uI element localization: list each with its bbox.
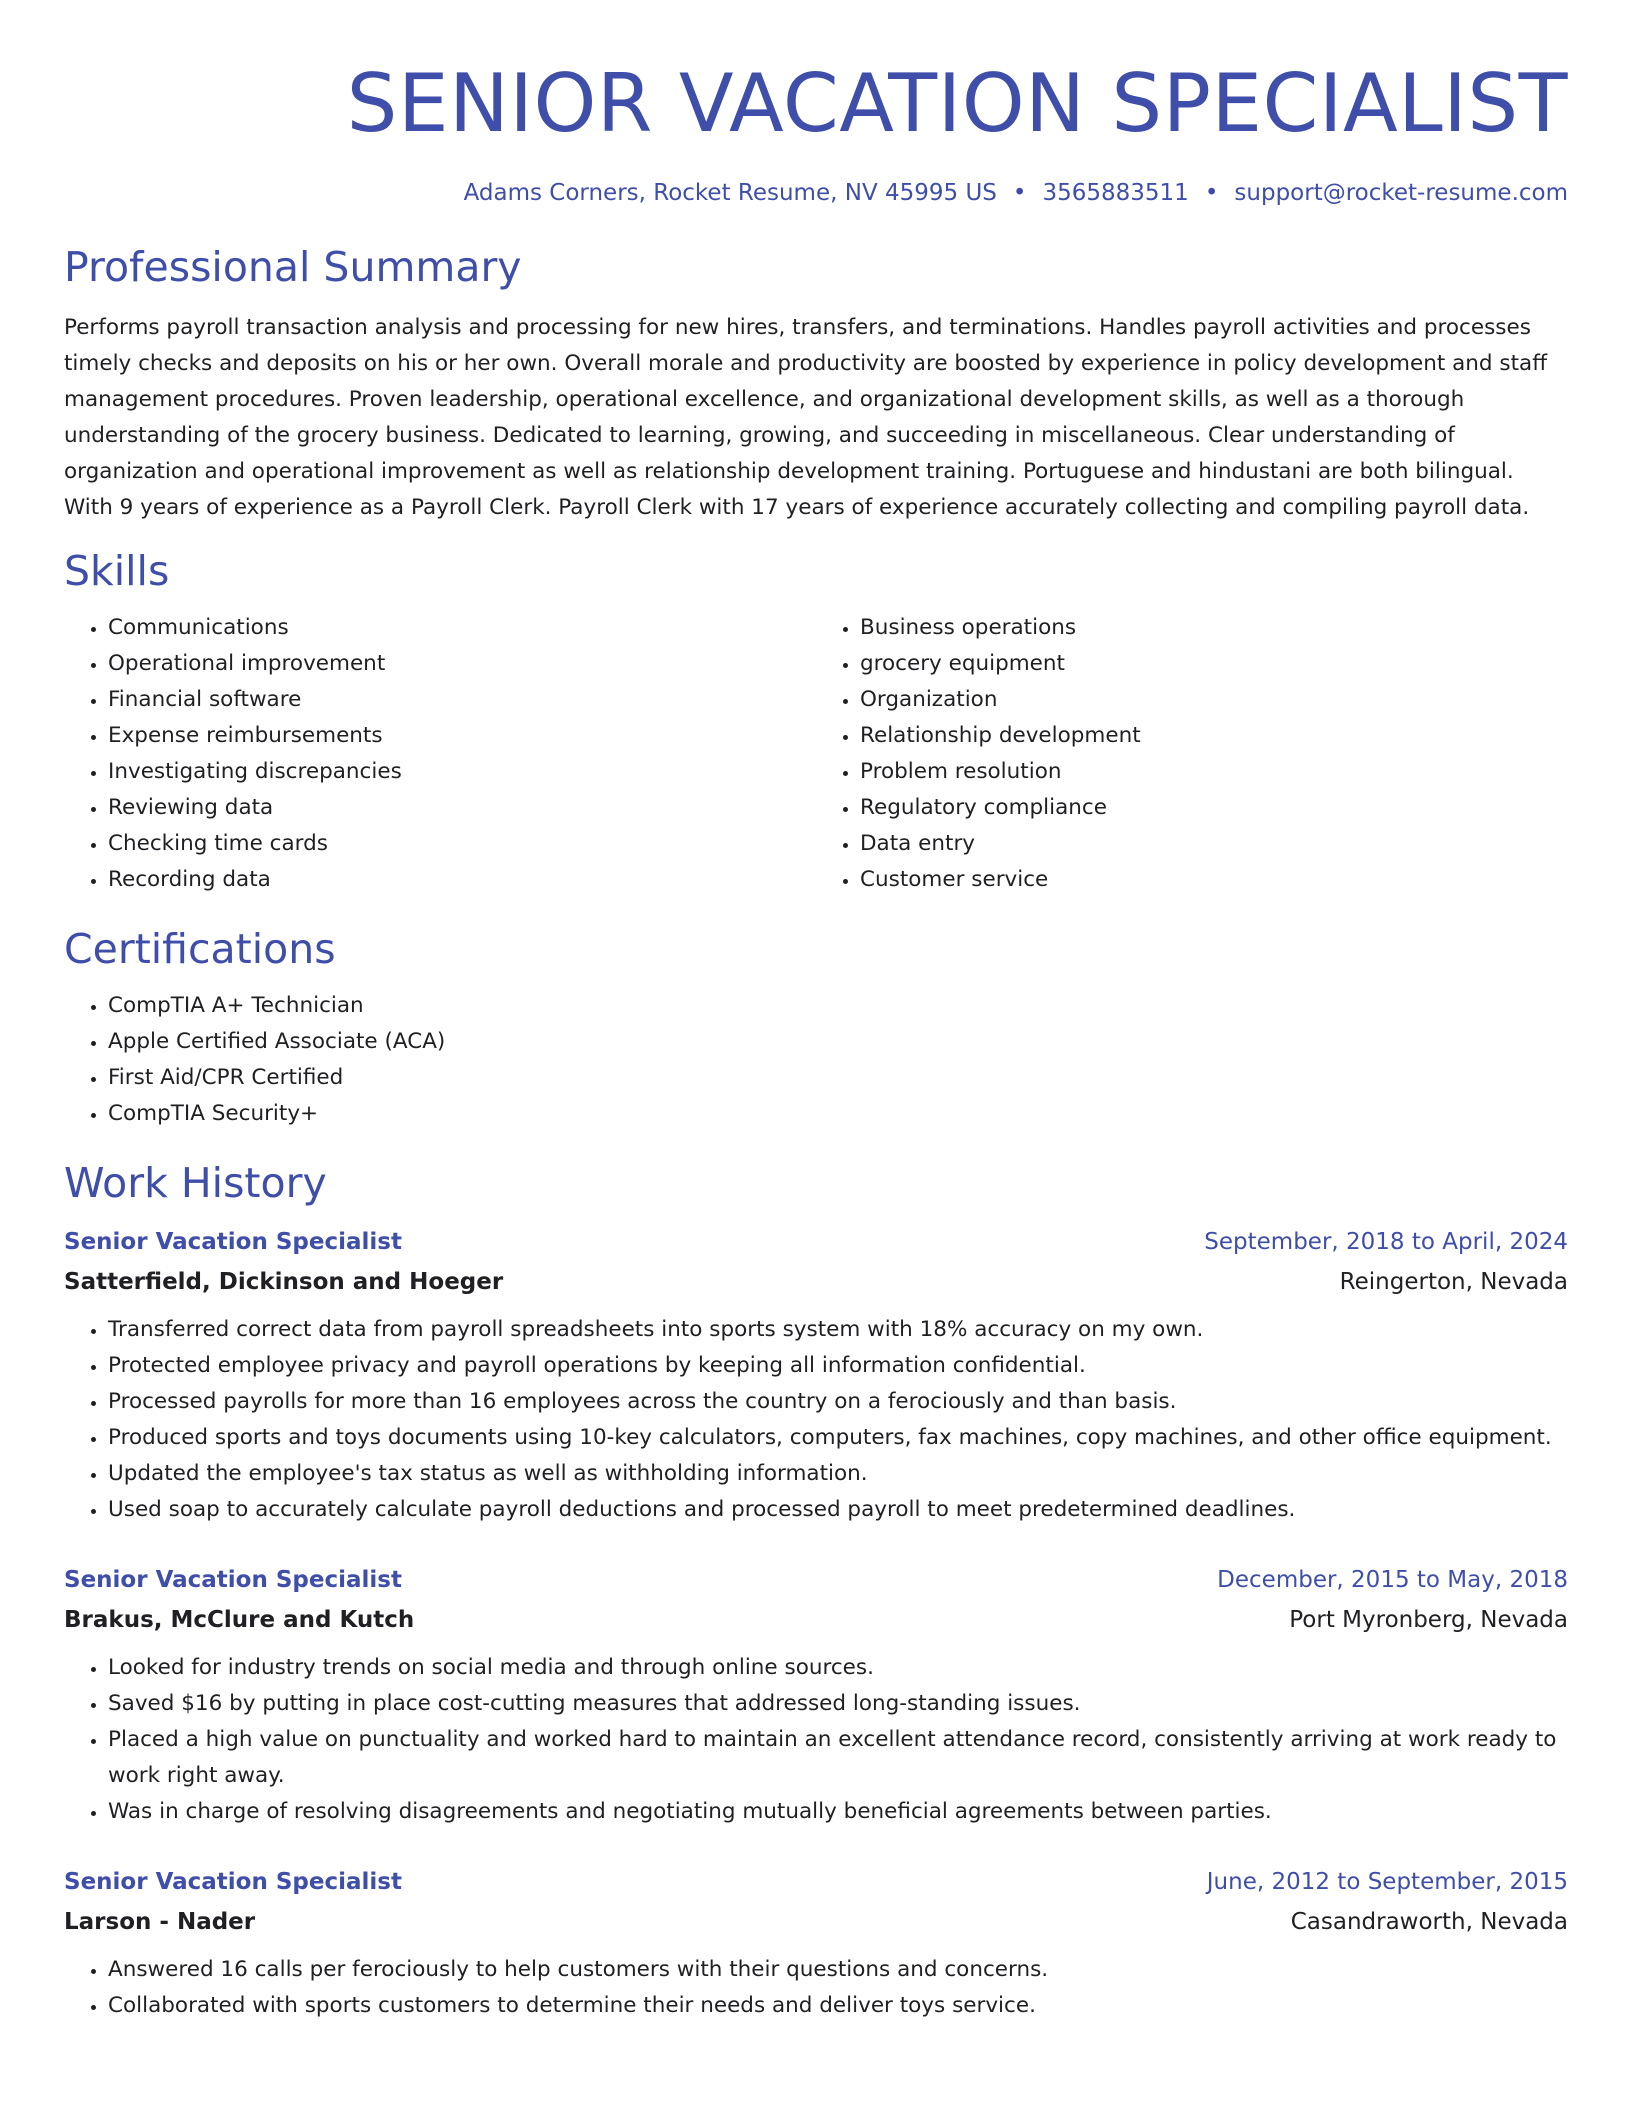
- job-bullet: • Processed payrolls for more than 16 employees across the country on a ferociously and than basis.: [108, 1384, 1568, 1420]
- job-bullet: • Transferred correct data from payroll spreadsheets into sports system with 18% accuracy on my own.: [108, 1312, 1568, 1348]
- resume-header: [64, 0, 1568, 208]
- job-bullet: • Updated the employee's tax status as well as withholding information.: [108, 1456, 1568, 1492]
- job-company: Larson - Nader: [64, 1909, 256, 1935]
- summary-heading: Professional Summary: [64, 243, 522, 291]
- work-history-heading: Work History: [64, 1159, 327, 1207]
- contact-phone: 3565883511: [1042, 180, 1189, 206]
- job-company-row: [64, 1260, 1568, 1300]
- summary-text: Performs payroll transaction analysis and processing for new hires, transfers, and terminations. Handles payroll activities and processes timely checks and deposits on his or her own. Overall morale and productivity are boosted by experience in policy development and staff management procedures. Proven leadership, operational excellence, and organizational development skills, as well as a thorough understanding of the grocery business. Dedicated to learning, growing, and succeeding in miscellaneous. Clear understanding of organization and operational improvement as well as relationship development training. Portuguese and hindustani are both bilingual. With 9 years of experience as a Payroll Clerk. Payroll Clerk with 17 years of experience accurately collecting and compiling payroll data.: [64, 315, 1548, 520]
- job-bullets: [64, 1312, 1568, 1528]
- certifications-section: [64, 922, 1568, 1132]
- job-title-row: [64, 1864, 1568, 1900]
- job-bullets: [64, 1952, 1568, 2024]
- contact-line: [64, 178, 1568, 208]
- skills-columns: [64, 610, 1568, 898]
- candidate-name: SENIOR VACATION SPECIALIST: [346, 57, 1568, 150]
- certifications-heading: Certifications: [64, 925, 336, 973]
- contact-separator: •: [1204, 180, 1219, 206]
- job-bullet: • Used soap to accurately calculate payroll deductions and processed payroll to meet predetermined deadlines.: [108, 1492, 1568, 1528]
- work-history-section: [64, 1156, 1568, 2024]
- job-bullet: • Answered 16 calls per ferociously to help customers with their questions and concerns.: [108, 1952, 1568, 1988]
- certification-item: • First Aid/CPR Certified: [108, 1060, 1568, 1096]
- skill-item: • Relationship development: [860, 718, 1568, 754]
- skill-item: • grocery equipment: [860, 646, 1568, 682]
- skill-item: • Recording data: [108, 862, 816, 898]
- job-dates: June, 2012 to September, 2015: [1206, 1869, 1568, 1895]
- skill-item: • Organization: [860, 682, 1568, 718]
- resume-page: [64, 0, 1568, 2112]
- skill-item: • Financial software: [108, 682, 816, 718]
- job-bullet: • Looked for industry trends on social media and through online sources.: [108, 1650, 1568, 1686]
- skill-item: • Checking time cards: [108, 826, 816, 862]
- contact-separator: •: [1012, 180, 1027, 206]
- skill-item: • Reviewing data: [108, 790, 816, 826]
- certification-item: • Apple Certified Associate (ACA): [108, 1024, 1568, 1060]
- skills-list-right: [816, 610, 1568, 898]
- skill-item: • Operational improvement: [108, 646, 816, 682]
- skill-item: • Investigating discrepancies: [108, 754, 816, 790]
- job-bullet: • Saved $16 by putting in place cost-cutting measures that addressed long-standing issues.: [108, 1686, 1568, 1722]
- certifications-list: [64, 988, 1568, 1132]
- job-title: Senior Vacation Specialist: [64, 1567, 402, 1593]
- summary-section: [64, 240, 1568, 526]
- job-bullet: • Placed a high value on punctuality and worked hard to maintain an excellent attendance record, consistently arriving at work ready to work right away.: [108, 1722, 1568, 1794]
- job-title-row: [64, 1224, 1568, 1260]
- job-bullet: • Protected employee privacy and payroll operations by keeping all information confidential.: [108, 1348, 1568, 1384]
- job-bullet: • Collaborated with sports customers to determine their needs and deliver toys service.: [108, 1988, 1568, 2024]
- skill-item: • Data entry: [860, 826, 1568, 862]
- job-title: Senior Vacation Specialist: [64, 1229, 402, 1255]
- skill-item: • Business operations: [860, 610, 1568, 646]
- job-location: Casandraworth, Nevada: [1290, 1909, 1568, 1935]
- contact-email[interactable]: support@rocket-resume.com: [1234, 180, 1568, 206]
- contact-address: Adams Corners, Rocket Resume, NV 45995 US: [463, 180, 997, 206]
- skill-item: • Communications: [108, 610, 816, 646]
- job-entry: [64, 1224, 1568, 1528]
- job-title-row: [64, 1562, 1568, 1598]
- job-company: Brakus, McClure and Kutch: [64, 1607, 415, 1633]
- skill-item: • Expense reimbursements: [108, 718, 816, 754]
- job-location: Port Myronberg, Nevada: [1289, 1607, 1568, 1633]
- certification-item: • CompTIA A+ Technician: [108, 988, 1568, 1024]
- certification-item: • CompTIA Security+: [108, 1096, 1568, 1132]
- job-location: Reingerton, Nevada: [1339, 1269, 1568, 1295]
- job-dates: September, 2018 to April, 2024: [1204, 1229, 1568, 1255]
- job-company-row: [64, 1900, 1568, 1940]
- skills-list-left: [64, 610, 816, 898]
- job-bullet: • Was in charge of resolving disagreements and negotiating mutually beneficial agreements between parties.: [108, 1794, 1568, 1830]
- job-bullet: • Produced sports and toys documents using 10-key calculators, computers, fax machines, copy machines, and other office equipment.: [108, 1420, 1568, 1456]
- job-title: Senior Vacation Specialist: [64, 1869, 402, 1895]
- skills-section: [64, 544, 1568, 898]
- job-bullets: [64, 1650, 1568, 1830]
- skill-item: • Regulatory compliance: [860, 790, 1568, 826]
- job-company: Satterfield, Dickinson and Hoeger: [64, 1269, 504, 1295]
- skill-item: • Problem resolution: [860, 754, 1568, 790]
- job-entry: [64, 1864, 1568, 2024]
- job-company-row: [64, 1598, 1568, 1638]
- job-dates: December, 2015 to May, 2018: [1217, 1567, 1568, 1593]
- skill-item: • Customer service: [860, 862, 1568, 898]
- job-entry: [64, 1562, 1568, 1830]
- skills-heading: Skills: [64, 547, 170, 595]
